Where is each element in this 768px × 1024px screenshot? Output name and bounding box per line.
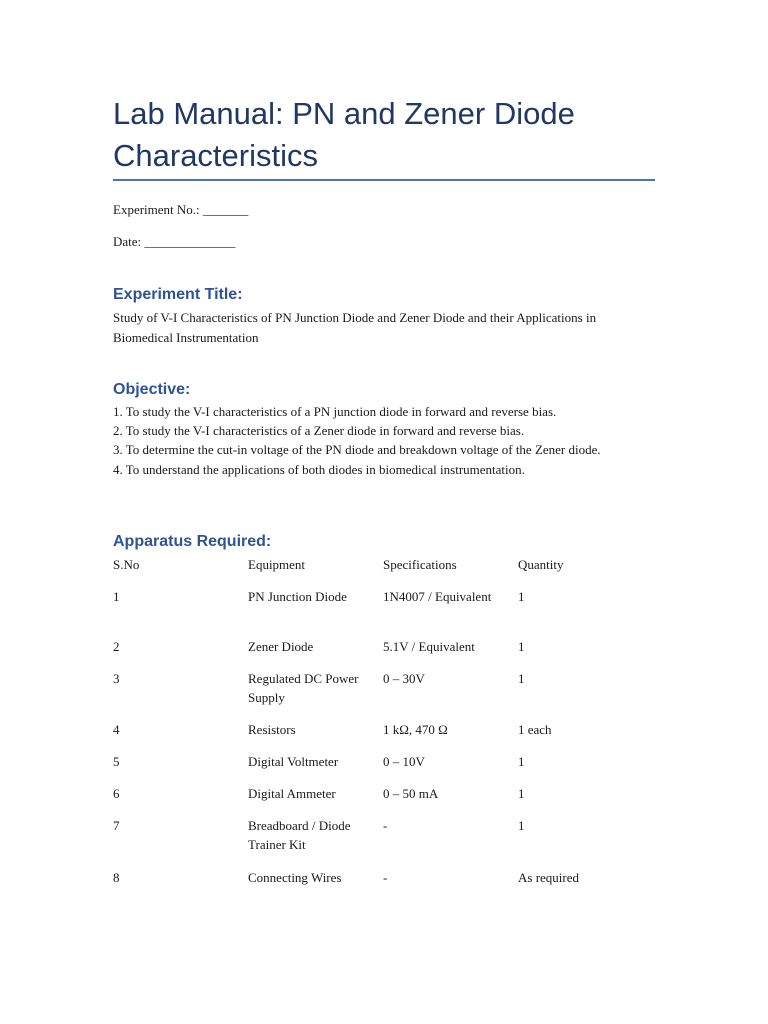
table-cell: 0 – 30V bbox=[383, 671, 425, 686]
column-header-equipment: Equipment bbox=[248, 557, 306, 572]
table-cell: 5.1V / Equivalent bbox=[383, 639, 475, 654]
table-row bbox=[113, 868, 655, 900]
table-cell: 1 kΩ, 470 Ω bbox=[383, 722, 448, 737]
table-cell: Regulated DC Power Supply bbox=[248, 671, 359, 705]
objective-item: 4. To understand the applications of both diodes in biomedical instrumentation. bbox=[113, 461, 525, 477]
objective-list bbox=[113, 402, 655, 479]
apparatus-table bbox=[113, 555, 655, 900]
table-cell: 0 – 50 mA bbox=[383, 786, 439, 801]
table-cell: Digital Voltmeter bbox=[248, 754, 339, 769]
table-cell: 1 each bbox=[518, 722, 552, 737]
experiment-title-heading: Experiment Title: bbox=[113, 286, 243, 303]
table-cell: 5 bbox=[113, 754, 120, 769]
table-row bbox=[113, 816, 655, 868]
experiment-date: Date: ______________ bbox=[113, 234, 236, 249]
experiment-title-text: Study of V-I Characteristics of PN Junction Diode and Zener Diode and their Applications in Biomedical Instrumentation bbox=[113, 310, 597, 345]
table-cell: 1N4007 / Equivalent bbox=[383, 589, 492, 604]
table-header-row bbox=[113, 555, 655, 587]
objective-heading: Objective: bbox=[113, 381, 191, 398]
table-cell: - bbox=[383, 870, 388, 885]
objective-item: 3. To determine the cut-in voltage of the PN diode and breakdown voltage of the Zener diode. bbox=[113, 442, 601, 458]
apparatus-heading: Apparatus Required: bbox=[113, 533, 272, 550]
column-header-specifications: Specifications bbox=[383, 557, 457, 572]
table-cell: 1 bbox=[518, 671, 525, 686]
table-cell: 1 bbox=[113, 589, 120, 604]
table-row bbox=[113, 720, 655, 752]
table-cell: 1 bbox=[518, 818, 525, 833]
experiment-number: Experiment No.: _______ bbox=[113, 202, 249, 217]
objective-item: 1. To study the V-I characteristics of a PN junction diode in forward and reverse bias. bbox=[113, 404, 557, 419]
document-title: Lab Manual: PN and Zener Diode Characteristics bbox=[113, 96, 575, 173]
table-cell: Digital Ammeter bbox=[248, 786, 336, 801]
table-cell: 2 bbox=[113, 639, 120, 654]
table-cell: 4 bbox=[113, 722, 120, 737]
objective-item: 2. To study the V-I characteristics of a Zener diode in forward and reverse bias. bbox=[113, 423, 525, 439]
table-cell: 3 bbox=[113, 671, 120, 686]
table-row bbox=[113, 637, 655, 669]
table-cell: 1 bbox=[518, 786, 525, 801]
table-cell: 8 bbox=[113, 870, 120, 885]
column-header-sno: S.No bbox=[113, 557, 140, 572]
table-cell: 1 bbox=[518, 589, 525, 604]
table-row bbox=[113, 784, 655, 816]
table-cell: 1 bbox=[518, 754, 525, 769]
table-cell: - bbox=[383, 818, 388, 833]
table-cell: 0 – 10V bbox=[383, 754, 425, 769]
table-cell: PN Junction Diode bbox=[248, 589, 347, 604]
table-cell: 1 bbox=[518, 639, 525, 654]
table-cell: 6 bbox=[113, 786, 120, 801]
table-row bbox=[113, 669, 655, 720]
table-cell: Connecting Wires bbox=[248, 870, 342, 885]
table-cell: Resistors bbox=[248, 722, 296, 737]
table-cell: Breadboard / Diode Trainer Kit bbox=[248, 818, 351, 852]
table-row bbox=[113, 587, 655, 637]
table-row bbox=[113, 752, 655, 784]
table-cell: Zener Diode bbox=[248, 639, 314, 654]
column-header-quantity: Quantity bbox=[518, 557, 564, 572]
title-underline bbox=[113, 179, 655, 181]
table-cell: As required bbox=[518, 870, 580, 885]
table-cell: 7 bbox=[113, 818, 120, 833]
